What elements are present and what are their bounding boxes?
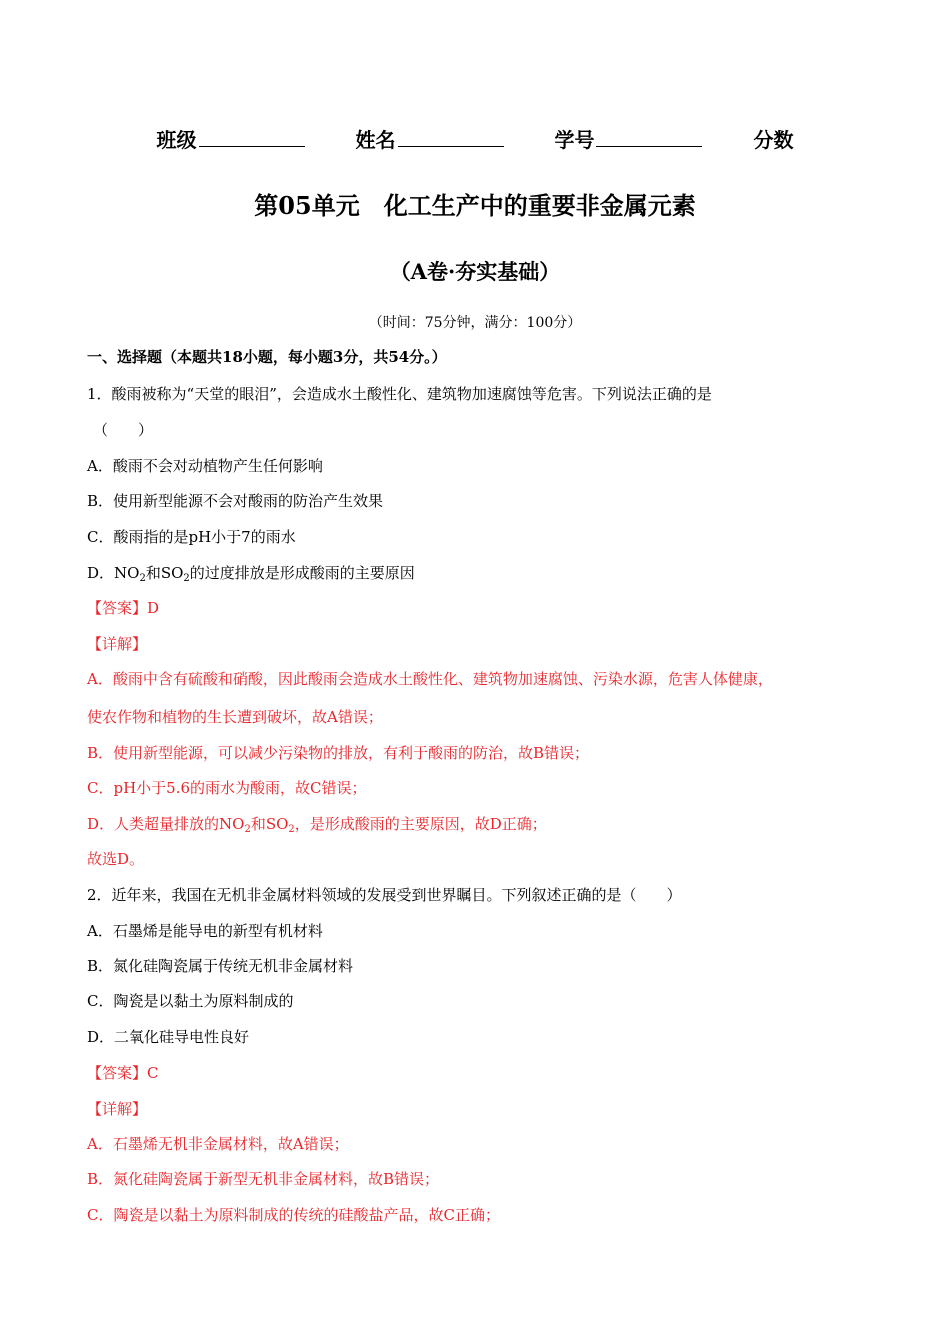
q2-explanation-c: C．陶瓷是以黏土为原料制成的传统的硅酸盐产品，故C正确； xyxy=(87,1206,500,1224)
q2-detail-label: 【详解】 xyxy=(87,1100,148,1118)
q2-option-b: B．氮化硅陶瓷属于传统无机非金属材料 xyxy=(87,957,354,975)
q2-stem: 2．近年来，我国在无机非金属材料领域的发展受到世界瞩目。下列叙述正确的是（ ） xyxy=(87,886,682,904)
q2-option-d: D．二氧化硅导电性良好 xyxy=(87,1028,250,1046)
q1-explanation-b: B．使用新型能源，可以减少污染物的排放，有利于酸雨的防治，故B错误； xyxy=(87,744,590,762)
q1-answer: 【答案】D xyxy=(87,599,160,617)
q1-conclusion: 故选D。 xyxy=(87,850,145,868)
q1-explanation-c: C．pH小于5.6的雨水为酸雨，故C错误； xyxy=(87,779,367,797)
id-field: 学号 xyxy=(554,124,702,153)
q1-option-d: D．$NO_2$和$SO_2$的过度排放是形成酸雨的主要原因 xyxy=(87,564,415,584)
score-field: 分数 xyxy=(753,128,794,152)
q2-explanation-a: A．石墨烯无机非金属材料，故A错误； xyxy=(87,1135,349,1153)
q1-option-a: A．酸雨不会对动植物产生任何影响 xyxy=(87,457,323,475)
student-info-line xyxy=(0,124,950,153)
page-subtitle: （A卷·夯实基础） xyxy=(389,259,561,284)
q2-option-a: A．石墨烯是能导电的新型有机材料 xyxy=(87,922,323,940)
q1-option-b: B．使用新型能源不会对酸雨的防治产生效果 xyxy=(87,492,384,510)
q2-answer: 【答案】C xyxy=(87,1064,159,1082)
class-blank xyxy=(199,128,305,147)
name-field: 姓名 xyxy=(356,124,504,153)
section-heading: 一、选择题（本题共18小题，每小题3分，共54分。） xyxy=(87,348,447,366)
q2-explanation-b: B．氮化硅陶瓷属于新型无机非金属材料，故B错误； xyxy=(87,1170,440,1188)
q1-explanation-d: D．人类超量排放的$NO_2$和$SO_2$，是形成酸雨的主要原因，故D正确； xyxy=(87,815,547,835)
q1-explanation-a: A．酸雨中含有硫酸和硝酸，因此酸雨会造成水土酸性化、建筑物加速腐蚀、污染水源，危害人体健康， xyxy=(87,670,773,688)
q1-explanation-a-cont: 使农作物和植物的生长遭到破坏，故A错误； xyxy=(87,708,383,726)
id-blank xyxy=(596,128,702,147)
time-info: （时间：75分钟，满分：100分） xyxy=(368,315,582,331)
class-field: 班级 xyxy=(157,124,305,153)
name-blank xyxy=(398,128,504,147)
q1-option-c: C．酸雨指的是pH小于7的雨水 xyxy=(87,528,296,546)
q1-bracket: （ ） xyxy=(93,421,154,439)
page-title: 第05单元 化工生产中的重要非金属元素 xyxy=(254,191,696,220)
q2-option-c: C．陶瓷是以黏土为原料制成的 xyxy=(87,992,294,1010)
q1-stem: 1．酸雨被称为“天堂的眼泪”，会造成水土酸性化、建筑物加速腐蚀等危害。下列说法正确的是 xyxy=(87,385,712,403)
q1-detail-label: 【详解】 xyxy=(87,635,148,653)
